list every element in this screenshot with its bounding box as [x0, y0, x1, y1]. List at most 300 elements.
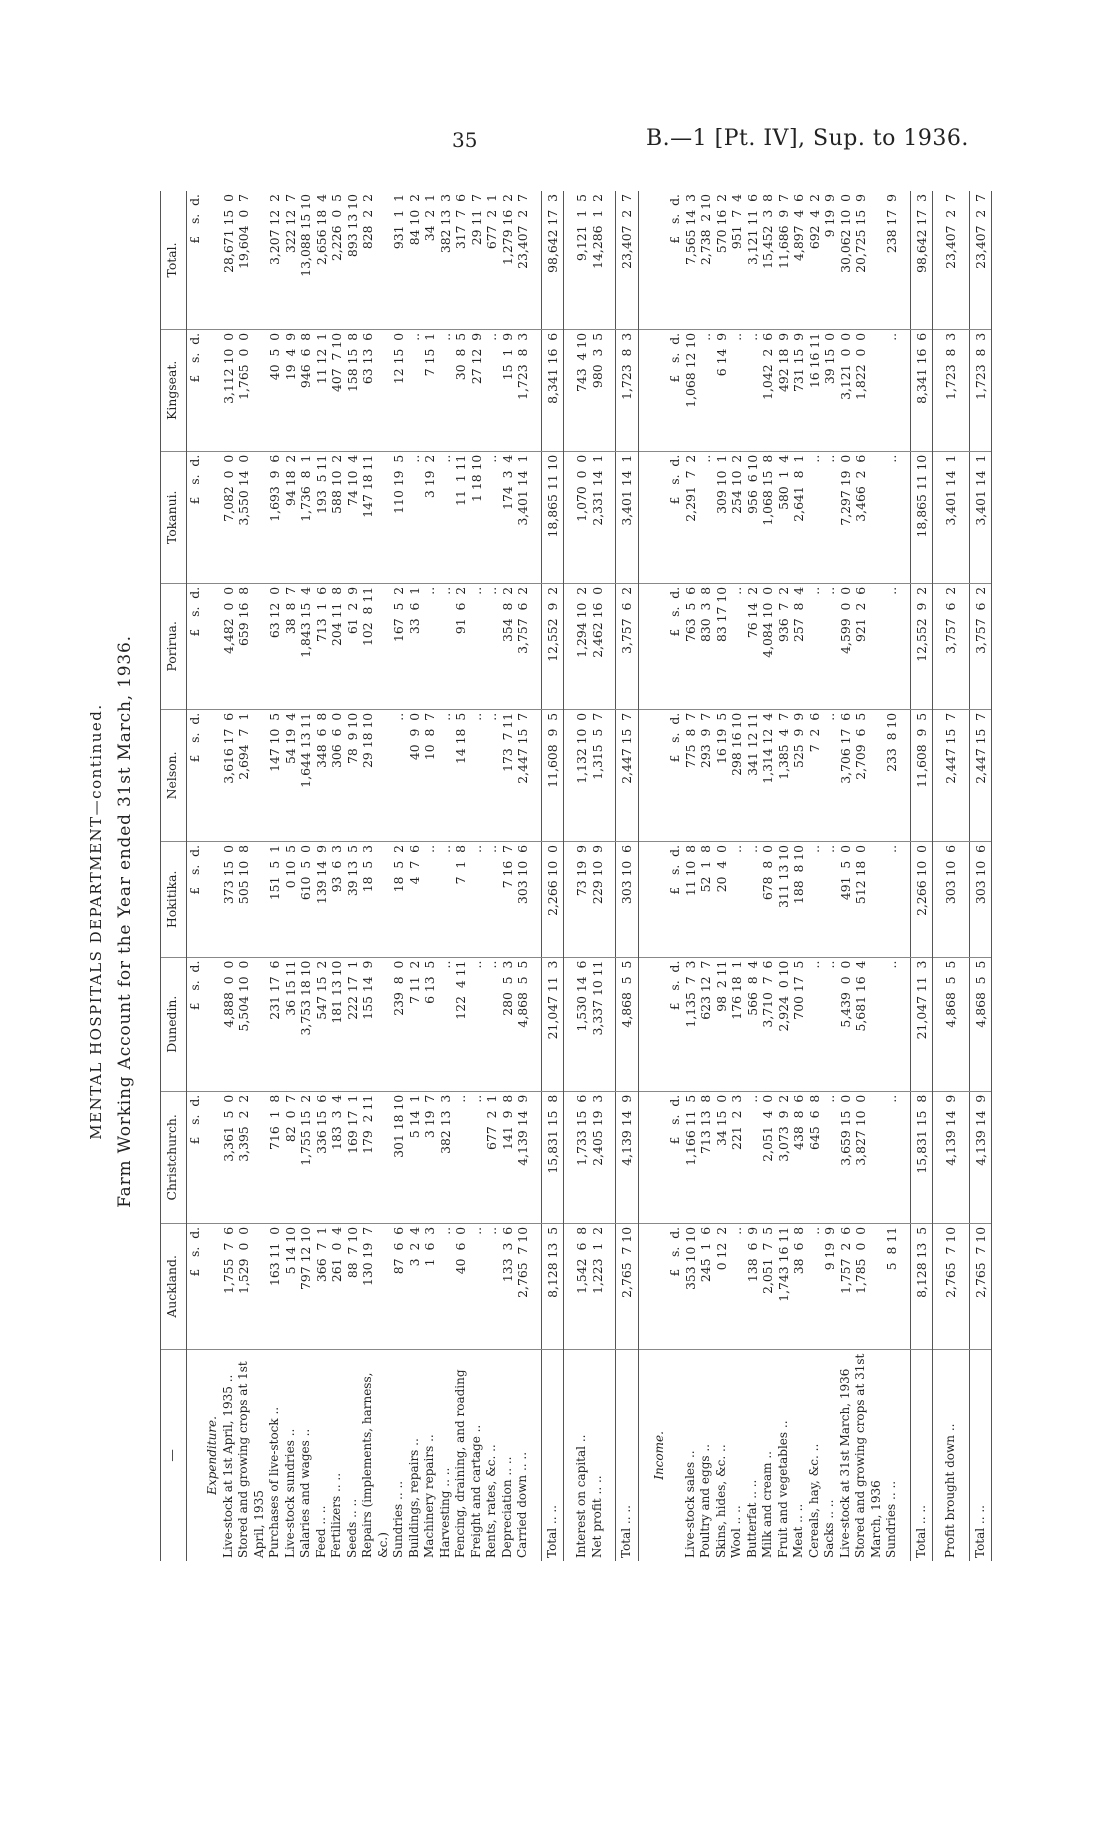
amount-cell: 93 6 3 — [329, 841, 345, 957]
table-row — [729, 191, 745, 1561]
amount-cell: 2,405 19 3 — [590, 1091, 606, 1223]
amount-cell: 7,082 0 0 — [221, 451, 237, 583]
amount-cell: 3,073 9 2 — [776, 1091, 792, 1223]
spacer-cell — [959, 1091, 970, 1223]
amount-cell: 21,047 11 3 — [541, 957, 564, 1091]
amount-cell: 1,736 8 1 — [298, 451, 314, 583]
amount-cell: .. — [407, 451, 423, 583]
amount-cell: 1,785 0 0 — [853, 1223, 884, 1349]
amount-cell: 11 10 8 — [683, 841, 699, 957]
amount-cell: 1,279 16 2 — [500, 191, 516, 329]
row-label: Total .. .. — [616, 1349, 639, 1561]
spacer-cell — [605, 329, 616, 451]
amount-cell: 1,068 15 8 — [760, 451, 776, 583]
spacer-cell — [531, 841, 542, 957]
spacer-cell — [900, 1349, 911, 1561]
amount-cell: .. — [469, 841, 485, 957]
table-row — [807, 191, 823, 1561]
amount-cell: 229 10 9 — [590, 841, 606, 957]
table-row — [221, 191, 237, 1561]
amount-cell: 547 15 2 — [314, 957, 330, 1091]
amount-cell: 1,723 8 3 — [969, 329, 992, 451]
table-row — [453, 191, 469, 1561]
amount-cell: 73 19 9 — [574, 841, 590, 957]
table-row — [484, 191, 500, 1561]
amount-cell: .. — [729, 841, 745, 957]
amount-cell: 1,135 7 3 — [683, 957, 699, 1091]
amount-cell: 3,827 10 0 — [853, 1091, 884, 1223]
amount-cell: 98 2 11 — [714, 957, 730, 1091]
amount-cell: 23,407 2 7 — [515, 191, 531, 329]
amount-cell: 3 19 7 — [422, 1091, 438, 1223]
spacer-cell — [638, 451, 649, 583]
amount-cell: .. — [391, 709, 407, 841]
table-row — [345, 191, 361, 1561]
table-row — [329, 191, 345, 1561]
amount-cell: 52 1 8 — [698, 841, 714, 957]
amount-cell: 1,530 14 6 — [574, 957, 590, 1091]
amount-cell: 3,395 2 2 — [236, 1091, 267, 1223]
amount-cell: 407 7 10 — [329, 329, 345, 451]
units-label: £ s. d. — [186, 957, 202, 1091]
amount-cell: 18 5 2 — [391, 841, 407, 957]
row-label: Harvesting .. .. — [437, 1467, 452, 1558]
amount-cell: 1,529 0 0 — [236, 1223, 267, 1349]
amount-cell: 23,407 2 7 — [943, 191, 959, 329]
empty-cell — [649, 583, 668, 709]
spacer-cell — [531, 191, 542, 329]
amount-cell: 570 16 2 — [714, 191, 730, 329]
amount-cell: 11,686 9 7 — [776, 191, 792, 329]
amount-cell: 3,401 14 1 — [943, 451, 959, 583]
table-row — [283, 191, 299, 1561]
amount-cell: .. — [745, 1091, 761, 1223]
amount-cell: 174 3 4 — [500, 451, 516, 583]
spacer-cell — [605, 451, 616, 583]
row-label: Butterfat .. .. — [744, 1479, 759, 1558]
amount-cell: 1,743 16 11 — [776, 1223, 792, 1349]
amount-cell: 5,681 16 4 — [853, 957, 884, 1091]
spacer-cell — [933, 451, 944, 583]
empty-cell — [202, 191, 221, 329]
table-row — [590, 191, 606, 1561]
amount-cell: 98,642 17 3 — [541, 191, 564, 329]
amount-cell: .. — [745, 841, 761, 957]
amount-cell: 15,831 15 8 — [910, 1091, 933, 1223]
section-heading-row — [202, 191, 221, 1561]
empty-cell — [649, 1091, 668, 1223]
amount-cell: 566 8 4 — [745, 957, 761, 1091]
amount-cell: 2,447 15 7 — [969, 709, 992, 841]
amount-cell: 2,765 7 10 — [616, 1223, 639, 1349]
spacer-cell — [959, 329, 970, 451]
amount-cell: 1,723 8 3 — [616, 329, 639, 451]
amount-cell: 23,407 2 7 — [969, 191, 992, 329]
empty-cell — [202, 841, 221, 957]
amount-cell: 83 17 10 — [714, 583, 730, 709]
spacer-cell — [531, 451, 542, 583]
table-row — [853, 191, 884, 1561]
row-label: Poultry and eggs .. — [698, 1444, 712, 1558]
table-row — [515, 191, 531, 1561]
amount-cell: 18 5 3 — [360, 841, 391, 957]
table-body — [186, 191, 992, 1561]
amount-cell: 158 15 8 — [345, 329, 361, 451]
amount-cell: 9,121 1 5 — [574, 191, 590, 329]
amount-cell: 5 14 1 — [407, 1091, 423, 1223]
amount-cell: 28,671 15 0 — [221, 191, 237, 329]
amount-cell: 1 6 3 — [422, 1223, 438, 1349]
amount-cell: 6 13 5 — [422, 957, 438, 1091]
amount-cell: 1,315 5 7 — [590, 709, 606, 841]
amount-cell: 3,757 6 2 — [969, 583, 992, 709]
amount-cell: 731 15 9 — [791, 329, 807, 451]
amount-cell: 3,337 10 11 — [590, 957, 606, 1091]
amount-cell: 39 13 5 — [345, 841, 361, 957]
amount-cell: 19 4 9 — [283, 329, 299, 451]
spacer-cell — [638, 1223, 649, 1349]
amount-cell: 341 12 11 — [745, 709, 761, 841]
spacer-cell — [564, 191, 575, 329]
amount-cell: .. — [822, 709, 838, 841]
amount-cell: 828 2 2 — [360, 191, 391, 329]
amount-cell: 238 17 9 — [884, 191, 900, 329]
amount-cell: 505 10 8 — [236, 841, 267, 957]
amount-cell: 678 8 0 — [760, 841, 776, 957]
spacer-cell — [638, 841, 649, 957]
spacer-cell — [638, 583, 649, 709]
amount-cell: 2,738 2 10 — [698, 191, 714, 329]
row-label: Depreciation .. .. — [499, 1456, 514, 1558]
spacer-cell — [900, 709, 911, 841]
row-label: Seeds .. .. — [344, 1498, 359, 1558]
amount-cell: 222 17 1 — [345, 957, 361, 1091]
amount-cell: 4,482 0 0 — [221, 583, 237, 709]
amount-cell: 12,552 9 2 — [541, 583, 564, 709]
spacer-cell — [605, 583, 616, 709]
amount-cell: .. — [822, 957, 838, 1091]
amount-cell: 15,831 15 8 — [541, 1091, 564, 1223]
amount-cell: 2,694 7 1 — [236, 709, 267, 841]
amount-cell: 956 6 10 — [745, 451, 761, 583]
row-label: Rents, rates, &c. .. — [484, 1444, 498, 1558]
table-row — [838, 191, 854, 1561]
amount-cell: 700 17 5 — [791, 957, 807, 1091]
amount-cell: .. — [822, 1091, 838, 1223]
spacer-cell — [900, 841, 911, 957]
amount-cell: 2,765 7 10 — [943, 1223, 959, 1349]
units-label: £ s. d. — [186, 451, 202, 583]
account-subtitle: Farm Working Account for the Year ended 31st March, 1936. — [115, 635, 135, 1208]
row-label: Feed .. .. — [313, 1505, 328, 1558]
amount-cell: 169 17 1 — [345, 1091, 361, 1223]
amount-cell: 257 8 4 — [791, 583, 807, 709]
amount-cell: 366 7 1 — [314, 1223, 330, 1349]
table-row — [422, 191, 438, 1561]
amount-cell: .. — [807, 1223, 823, 1349]
spacer-cell — [531, 709, 542, 841]
units-label: £ s. d. — [667, 1223, 683, 1349]
amount-cell: .. — [884, 957, 900, 1091]
total-row — [616, 191, 639, 1561]
spacer-cell — [531, 329, 542, 451]
amount-cell: 9 19 9 — [822, 191, 838, 329]
spacer-cell — [900, 1223, 911, 1349]
amount-cell: 130 19 7 — [360, 1223, 391, 1349]
amount-cell: .. — [469, 709, 485, 841]
amount-cell: 797 12 10 — [298, 1223, 314, 1349]
amount-cell: 8,128 13 5 — [910, 1223, 933, 1349]
amount-cell: 7,565 14 3 — [683, 191, 699, 329]
amount-cell: 8,341 16 6 — [910, 329, 933, 451]
amount-cell: 1,723 8 3 — [515, 329, 531, 451]
spacer-cell — [900, 583, 911, 709]
amount-cell: 692 4 2 — [807, 191, 823, 329]
amount-cell: 122 4 11 — [453, 957, 469, 1091]
amount-cell: 2,266 10 0 — [541, 841, 564, 957]
table-row — [469, 191, 485, 1561]
units-label: £ s. d. — [186, 1223, 202, 1349]
amount-cell: 40 6 0 — [453, 1223, 469, 1349]
spacer-cell — [564, 451, 575, 583]
amount-cell: 4 7 6 — [407, 841, 423, 957]
units-label: £ s. d. — [667, 1091, 683, 1223]
amount-cell: 713 13 8 — [698, 1091, 714, 1223]
amount-cell: 8,341 16 6 — [541, 329, 564, 451]
row-label: Salaries and wages .. — [298, 1428, 312, 1558]
amount-cell: 63 12 0 — [267, 583, 283, 709]
table-row — [943, 191, 959, 1561]
empty-cell — [649, 841, 668, 957]
row-label: Live-stock at 31st March, 1936 — [837, 1368, 852, 1558]
spacer-cell — [605, 841, 616, 957]
spacer-cell — [564, 583, 575, 709]
amount-cell: 713 1 6 — [314, 583, 330, 709]
amount-cell: .. — [807, 583, 823, 709]
document-reference: B.—1 [Pt. IV], Sup. to 1936. — [646, 126, 969, 151]
amount-cell: 10 8 7 — [422, 709, 438, 841]
amount-cell: 3,401 14 1 — [969, 451, 992, 583]
amount-cell: 373 15 0 — [221, 841, 237, 957]
amount-cell: 139 14 9 — [314, 841, 330, 957]
amount-cell: 78 9 10 — [345, 709, 361, 841]
row-label: Meat .. .. — [791, 1503, 805, 1558]
units-label: £ s. d. — [667, 329, 683, 451]
amount-cell: 1,070 0 0 — [574, 451, 590, 583]
amount-cell: .. — [469, 957, 485, 1091]
empty-cell — [649, 1223, 668, 1349]
spacer-cell — [959, 841, 970, 957]
amount-cell: 951 7 4 — [729, 191, 745, 329]
amount-cell: 13,088 15 10 — [298, 191, 314, 329]
spacer-cell — [531, 583, 542, 709]
amount-cell: 2,765 7 10 — [969, 1223, 992, 1349]
table-row — [438, 191, 454, 1561]
amount-cell: 38 6 8 — [791, 1223, 807, 1349]
table-row — [500, 191, 516, 1561]
amount-cell: 1,822 0 0 — [853, 329, 884, 451]
amount-cell: 11 1 11 — [453, 451, 469, 583]
amount-cell: 221 2 3 — [729, 1091, 745, 1223]
units-label: £ s. d. — [186, 329, 202, 451]
amount-cell: 659 16 8 — [236, 583, 267, 709]
amount-cell: 12 15 0 — [391, 329, 407, 451]
table-row — [574, 191, 590, 1561]
spacer-cell — [531, 1091, 542, 1223]
spacer-cell — [638, 957, 649, 1091]
spacer-cell — [638, 709, 649, 841]
amount-cell: 0 12 2 — [714, 1223, 730, 1349]
amount-cell: 11 12 1 — [314, 329, 330, 451]
total-row — [910, 191, 933, 1561]
row-label: Repairs (implements, harness, &c.) — [360, 1372, 390, 1558]
amount-cell: .. — [884, 329, 900, 451]
spacer-cell — [959, 583, 970, 709]
spacer-cell — [605, 1223, 616, 1349]
amount-cell: 2,656 18 4 — [314, 191, 330, 329]
amount-cell: 245 1 6 — [698, 1223, 714, 1349]
amount-cell: .. — [698, 451, 714, 583]
amount-cell: 138 6 9 — [745, 1223, 761, 1349]
amount-cell: 7,297 19 0 — [838, 451, 854, 583]
amount-cell: 303 10 6 — [943, 841, 959, 957]
amount-cell: 21,047 11 3 — [910, 957, 933, 1091]
units-label: £ s. d. — [667, 709, 683, 841]
amount-cell: 7 15 1 — [422, 329, 438, 451]
amount-cell: .. — [807, 841, 823, 957]
amount-cell: 4,139 14 9 — [616, 1091, 639, 1223]
row-label: Stored and growing crops at 1st April, 1935 — [236, 1361, 266, 1558]
amount-cell: 4,868 5 5 — [943, 957, 959, 1091]
total-row — [541, 191, 564, 1561]
amount-cell: .. — [484, 1223, 500, 1349]
amount-cell: 677 2 1 — [484, 1091, 500, 1223]
amount-cell: 7 11 2 — [407, 957, 423, 1091]
amount-cell: 29 11 7 — [469, 191, 485, 329]
units-label: £ s. d. — [186, 1091, 202, 1223]
empty-cell — [202, 957, 221, 1091]
spacer-cell — [933, 329, 944, 451]
table-row — [683, 191, 699, 1561]
amount-cell: 30,062 10 0 — [838, 191, 854, 329]
spacer-cell — [564, 841, 575, 957]
amount-cell: 14,286 1 2 — [590, 191, 606, 329]
amount-cell: .. — [484, 329, 500, 451]
amount-cell: 54 19 4 — [283, 709, 299, 841]
amount-cell: 36 15 11 — [283, 957, 299, 1091]
amount-cell: .. — [884, 1091, 900, 1223]
empty-cell — [202, 709, 221, 841]
amount-cell: 1,166 11 5 — [683, 1091, 699, 1223]
column-header: Tokanui. — [161, 451, 187, 583]
amount-cell: 492 18 9 — [776, 329, 792, 451]
amount-cell: 193 5 11 — [314, 451, 330, 583]
amount-cell: 3,757 6 2 — [515, 583, 531, 709]
amount-cell: 2,765 7 10 — [515, 1223, 531, 1349]
amount-cell: 183 3 4 — [329, 1091, 345, 1223]
amount-cell: 5,504 10 0 — [236, 957, 267, 1091]
amount-cell: .. — [469, 1223, 485, 1349]
amount-cell: 7 2 6 — [807, 709, 823, 841]
column-header-row — [161, 191, 187, 1561]
amount-cell: 3 2 4 — [407, 1223, 423, 1349]
spacer-cell — [959, 1349, 970, 1561]
amount-cell: .. — [438, 709, 454, 841]
amount-cell: 3,616 17 6 — [221, 709, 237, 841]
amount-cell: 298 16 10 — [729, 709, 745, 841]
row-label: Live-stock at 1st April, 1935 .. — [220, 1374, 235, 1558]
amount-cell: 239 8 0 — [391, 957, 407, 1091]
spacer-cell — [605, 1091, 616, 1223]
section-heading-row — [649, 191, 668, 1561]
amount-cell: 5,439 0 0 — [838, 957, 854, 1091]
row-label: Machinery repairs .. — [422, 1434, 436, 1558]
amount-cell: 4,897 4 6 — [791, 191, 807, 329]
row-label: Carried down .. .. — [515, 1451, 529, 1558]
amount-cell: 40 5 0 — [267, 329, 283, 451]
row-label: Buildings, repairs .. — [406, 1438, 421, 1558]
amount-cell: 15,452 3 8 — [760, 191, 776, 329]
amount-cell: 4,139 14 9 — [515, 1091, 531, 1223]
amount-cell: .. — [807, 957, 823, 1091]
units-label: £ s. d. — [186, 583, 202, 709]
amount-cell: 2,447 15 7 — [943, 709, 959, 841]
department-title: MENTAL HOSPITALS DEPARTMENT—continued. — [87, 703, 105, 1140]
table-row — [407, 191, 423, 1561]
amount-cell: 1,757 2 6 — [838, 1223, 854, 1349]
spacer-cell — [959, 709, 970, 841]
amount-cell: 4,599 0 0 — [838, 583, 854, 709]
empty-cell — [202, 1091, 221, 1223]
units-label: £ s. d. — [667, 451, 683, 583]
amount-cell: 348 6 8 — [314, 709, 330, 841]
amount-cell: .. — [407, 329, 423, 451]
amount-cell: 102 8 11 — [360, 583, 391, 709]
amount-cell: 3,207 12 2 — [267, 191, 283, 329]
spacer-cell — [638, 1091, 649, 1223]
row-label: Sundries .. .. — [884, 1480, 898, 1558]
amount-cell: 6 14 9 — [714, 329, 730, 451]
spacer-cell — [959, 957, 970, 1091]
amount-cell: 151 5 1 — [267, 841, 283, 957]
amount-cell: .. — [438, 451, 454, 583]
empty-cell — [649, 329, 668, 451]
units-label: £ s. d. — [186, 709, 202, 841]
amount-cell: 2,226 0 5 — [329, 191, 345, 329]
amount-cell: 63 13 6 — [360, 329, 391, 451]
amount-cell: 830 3 8 — [698, 583, 714, 709]
table-row — [236, 191, 267, 1561]
amount-cell: .. — [469, 583, 485, 709]
spacer-cell — [933, 1091, 944, 1223]
amount-cell: 2,641 8 1 — [791, 451, 807, 583]
table-row — [714, 191, 730, 1561]
amount-cell: 743 4 10 — [574, 329, 590, 451]
empty-cell — [649, 709, 668, 841]
table-row — [745, 191, 761, 1561]
column-header: Christchurch. — [161, 1091, 187, 1223]
amount-cell: 301 18 10 — [391, 1091, 407, 1223]
amount-cell: .. — [745, 329, 761, 451]
amount-cell: 167 5 2 — [391, 583, 407, 709]
units-row — [186, 191, 202, 1561]
amount-cell: 9 19 9 — [822, 1223, 838, 1349]
amount-cell: .. — [438, 583, 454, 709]
amount-cell: 147 10 5 — [267, 709, 283, 841]
amount-cell: 309 10 1 — [714, 451, 730, 583]
amount-cell: 87 6 6 — [391, 1223, 407, 1349]
amount-cell: 306 6 0 — [329, 709, 345, 841]
